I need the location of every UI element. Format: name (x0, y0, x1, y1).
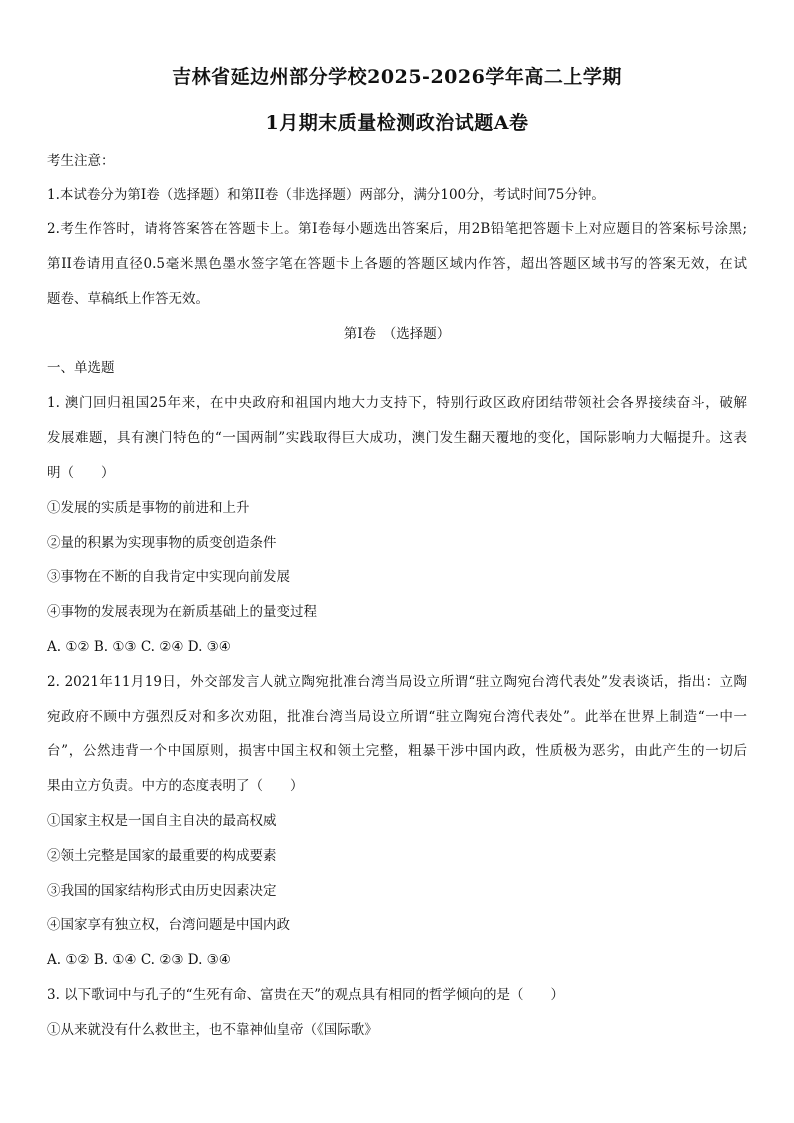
exam-title-line2: 1月期末质量检测政治试题A卷 (265, 112, 529, 134)
notice-item-1: 1.本试卷分为第I卷（选择题）和第II卷（非选择题）两部分，满分100分，考试时间75分钟。 (47, 187, 605, 203)
notice-item-2-line2: 第II卷请用直径0.5毫米黑色墨水签字笔在答题卡上各题的答题区域内作答，超出答题区域书写的答案无效，在试 (47, 256, 747, 272)
q1-option-4: ④事物的发展表现为在新质基础上的量变过程 (47, 604, 317, 620)
q2-stem-line1: 2. 2021年11月19日，外交部发言人就立陶宛批准台湾当局设立所谓“驻立陶宛台湾代表处”发表谈话，指出：立陶 (47, 674, 747, 690)
exam-title-line1: 吉林省延边州部分学校2025-2026学年高二上学期 (172, 66, 622, 88)
q2-option-3: ③我国的国家结构形式由历史因素决定 (47, 883, 277, 899)
q3-stem-line1: 3. 以下歌词中与孔子的“生死有命、富贵在天”的观点具有相同的哲学倾向的是（ ） (47, 987, 564, 1003)
section-heading: 一、单选题 (47, 360, 115, 376)
q1-option-1: ①发展的实质是事物的前进和上升 (47, 500, 250, 516)
q2-option-2: ②领土完整是国家的最重要的构成要素 (47, 848, 277, 864)
q2-option-4: ④国家享有独立权，台湾问题是中国内政 (47, 917, 290, 933)
q1-option-3: ③事物在不断的自我肯定中实现向前发展 (47, 569, 290, 585)
notice-item-2-line1: 2.考生作答时，请将答案答在答题卡上。第I卷每小题选出答案后，用2B铅笔把答题卡上对应题目的答案标号涂黑; (47, 221, 747, 237)
part-heading: 第I卷 （选择题） (343, 326, 451, 342)
q2-stem-line2: 宛政府不顾中方强烈反对和多次劝阻，批准台湾当局设立所谓“驻立陶宛台湾代表处”。此举在世界上制造“一中一 (47, 709, 747, 725)
q1-answer-choices: A. ①② B. ①③ C. ②④ D. ③④ (47, 639, 231, 655)
notice-heading: 考生注意： (47, 153, 115, 169)
q2-option-1: ①国家主权是一国自主自决的最高权威 (47, 813, 277, 829)
q1-stem-line2: 发展难题，具有澳门特色的“一国两制”实践取得巨大成功，澳门发生翻天覆地的变化，国际影响力大幅提升。这表 (47, 430, 747, 446)
q3-option-1: ①从来就没有什么救世主，也不靠神仙皇帝（《国际歌》 (47, 1022, 378, 1038)
notice-item-2-line3: 题卷、草稿纸上作答无效。 (47, 291, 209, 307)
q2-stem-line4: 果由立方负责。中方的态度表明了（ ） (47, 778, 304, 794)
q1-stem-line1: 1. 澳门回归祖国25年来，在中央政府和祖国内地大力支持下，特别行政区政府团结带领社会各界接续奋斗，破解 (47, 395, 747, 411)
q1-stem-line3: 明（ ） (47, 465, 115, 481)
q2-answer-choices: A. ①② B. ①④ C. ②③ D. ③④ (47, 952, 231, 968)
q1-option-2: ②量的积累为实现事物的质变创造条件 (47, 535, 277, 551)
q2-stem-line3: 台”，公然违背一个中国原则，损害中国主权和领土完整，粗暴干涉中国内政，性质极为恶劣，由此产生的一切后 (47, 743, 747, 759)
